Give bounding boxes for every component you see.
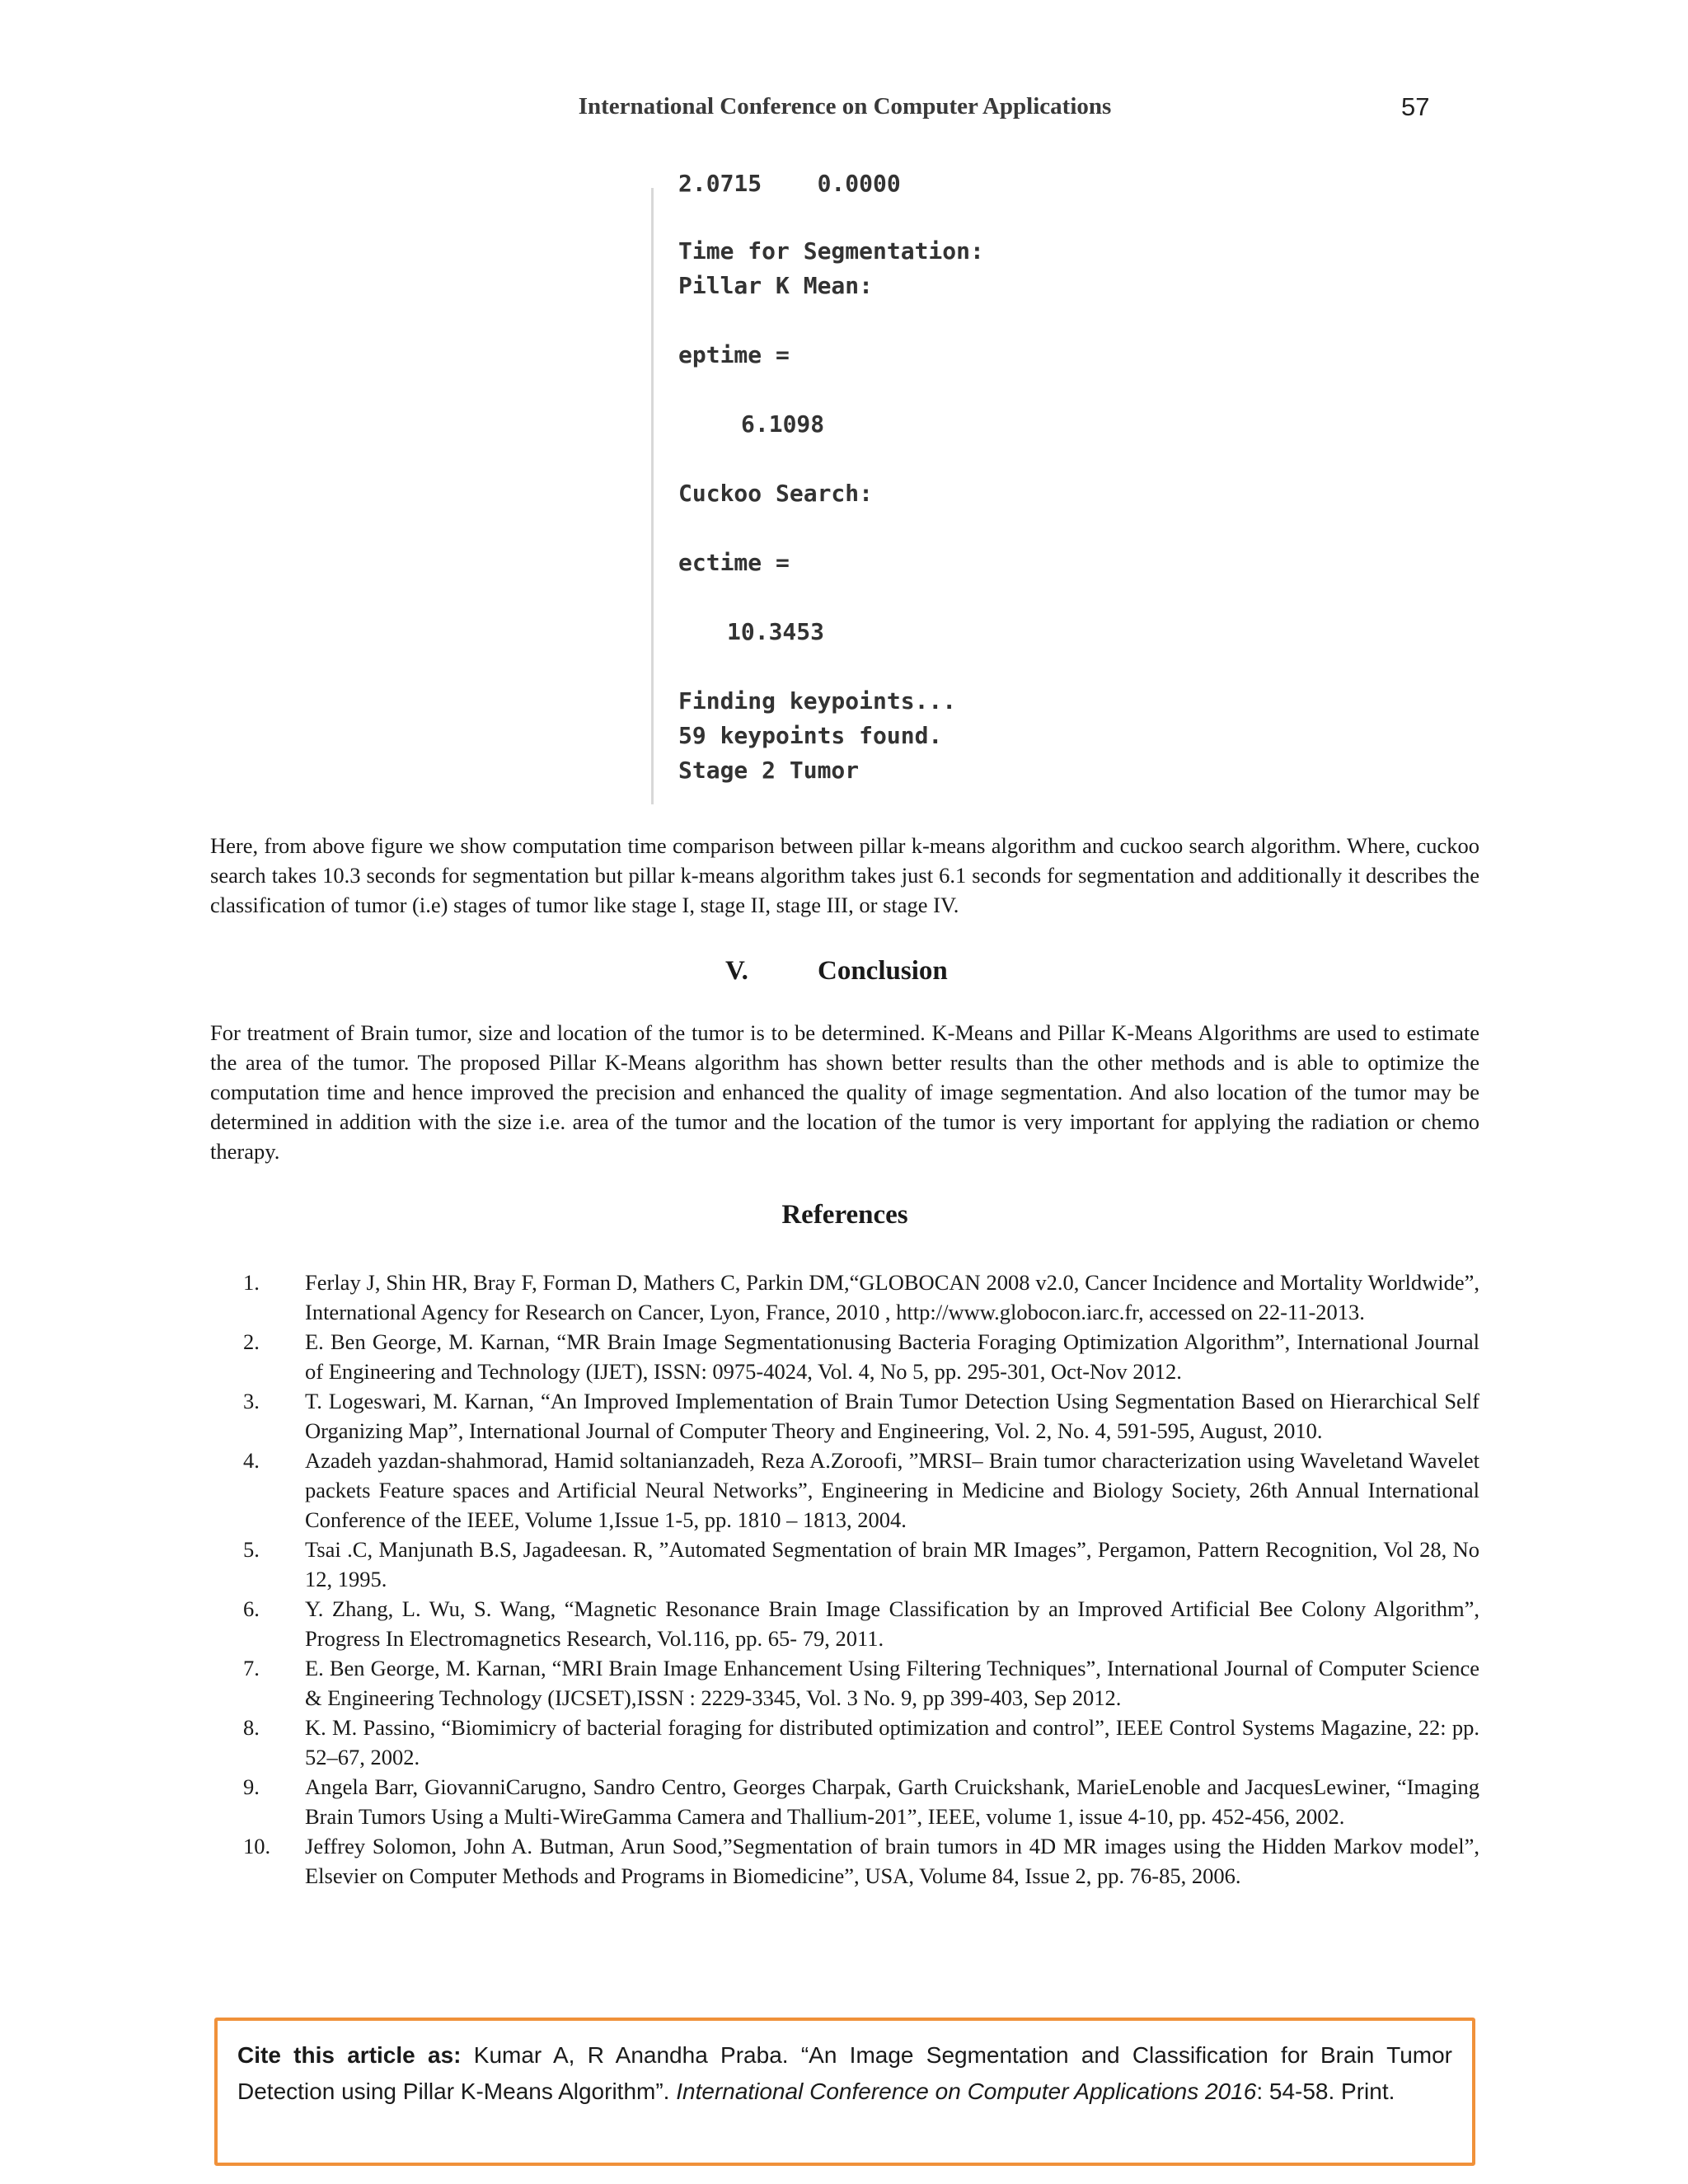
reference-text: E. Ben George, M. Karnan, “MR Brain Image Segmentationusing Bacteria Foraging Optimization Algorithm”, International Journal of Engineering and Technology (IJET), ISSN: 0975-4024, Vol. 4, No 5, pp. 295-301, Oct-Nov 2012. [305,1329,1479,1384]
console-line: Cuckoo Search: [678,480,874,507]
page-number: 57 [1401,92,1430,121]
reference-item [210,1594,1479,1653]
reference-text: Ferlay J, Shin HR, Bray F, Forman D, Mathers C, Parkin DM,“GLOBOCAN 2008 v2.0, Cancer Incidence and Mortality Worldwide”, International Agency for Research on Cancer, Lyon, France, 2010 , http://www.globocon.iarc.fr, accessed on 22-11-2013. [305,1270,1479,1324]
citation-venue: International Conference on Computer Applications 2016 [676,2079,1257,2104]
reference-item [210,1772,1479,1831]
reference-text: Jeffrey Solomon, John A. Butman, Arun Sood,”Segmentation of brain tumors in 4D MR images using the Hidden Markov model”, Elsevier on Computer Methods and Programs in Biomedicine”, USA, Volume 84, Issue 2, pp. 76-85, 2006. [305,1834,1479,1888]
reference-text: E. Ben George, M. Karnan, “MRI Brain Image Enhancement Using Filtering Techniques”, International Journal of Computer Science & Engineering Technology (IJCSET),ISSN : 2229-3345, Vol. 3 No. 9, pp 399-403, Sep 2012. [305,1656,1479,1710]
figure-discussion-paragraph: Here, from above figure we show computation time comparison between pillar k-means algorithm and cuckoo search algorithm. Where, cuckoo search takes 10.3 seconds for segmentation but pillar k-means algorithm takes just 6.1 seconds for segmentation and additionally it describes the classification of tumor (i.e) stages of tumor like stage I, stage II, stage III, or stage IV. [210,833,1479,917]
reference-text: Azadeh yazdan-shahmorad, Hamid soltanianzadeh, Reza A.Zoroofi, ”MRSI– Brain tumor characterization using Waveletand Wavelet packets Feature spaces and Artificial Neural Networks”, Engineering in Medicine and Biology Society, 26th Annual International Conference of the IEEE, Volume 1,Issue 1-5, pp. 1810 – 1813, 2004. [305,1448,1479,1532]
reference-item [210,1831,1479,1891]
reference-number: 2. [243,1329,260,1354]
reference-number: 6. [243,1596,260,1621]
reference-item [210,1713,1479,1772]
reference-number: 3. [243,1389,260,1413]
console-line: eptime = [678,341,790,368]
reference-number: 10. [243,1834,271,1858]
console-value: 10.3453 [727,618,825,645]
reference-text: T. Logeswari, M. Karnan, “An Improved Implementation of Brain Tumor Detection Using Segmentation Based on Hierarchical Self Organizing Map”, International Journal of Computer Theory and Engineering, Vol. 2, No. 4, 591-595, August, 2010. [305,1389,1479,1443]
header-title: International Conference on Computer Applications [578,93,1112,120]
reference-item [210,1386,1479,1446]
reference-number: 1. [243,1270,260,1295]
reference-text: K. M. Passino, “Biomimicry of bacterial foraging for distributed optimization and control”, IEEE Control Systems Magazine, 22: pp. 52–67, 2002. [305,1715,1479,1769]
reference-item [210,1446,1479,1535]
console-line: 59 keypoints found. [678,722,943,749]
reference-text: Y. Zhang, L. Wu, S. Wang, “Magnetic Resonance Brain Image Classification by an Improved Artificial Bee Colony Algorithm”, Progress In Electromagnetics Research, Vol.116, pp. 65- 79, 2011. [305,1596,1479,1651]
section-title: Conclusion [818,956,948,986]
reference-item [210,1535,1479,1594]
reference-item [210,1327,1479,1386]
console-line: ectime = [678,549,790,576]
reference-number: 4. [243,1448,260,1473]
console-line: Pillar K Mean: [678,272,874,299]
section-number: V. [725,956,748,986]
citation-pages: : 54-58. Print. [1256,2079,1395,2104]
citation-authors-title: Kumar A, R Anandha Praba. “An Image Segmentation and Classification for Brain Tumor Detection using Pillar K-Means Algorithm”. [237,2042,1453,2104]
reference-list [210,1268,1479,1891]
reference-text: Tsai .C, Manjunath B.S, Jagadeesan. R, ”Automated Segmentation of brain MR Images”, Pergamon, Pattern Recognition, Vol 28, No 12, 1995. [305,1537,1479,1591]
reference-number: 8. [243,1715,260,1740]
reference-number: 9. [243,1774,260,1799]
reference-number: 5. [243,1537,260,1562]
citation-label: Cite this article as: [237,2042,462,2068]
console-line: Finding keypoints... [678,687,957,715]
console-output-figure [651,170,1016,804]
reference-item [210,1268,1479,1327]
console-cut-line: 2.0715 0.0000 [678,170,901,197]
reference-number: 7. [243,1656,260,1680]
console-line: Stage 2 Tumor [678,757,860,784]
conclusion-paragraph: For treatment of Brain tumor, size and location of the tumor is to be determined. K-Means and Pillar K-Means Algorithms are used to estimate the area of the tumor. The proposed Pillar K-Means algorithm has shown better results than the other methods and is able to optimize the computation time and hence improved the precision and enhanced the quality of image segmentation. And also location of the tumor may be determined in addition with the size i.e. area of the tumor and the location of the tumor is very important for applying the radiation or chemo therapy. [210,1020,1479,1164]
console-line: Time for Segmentation: [678,237,984,265]
reference-text: Angela Barr, GiovanniCarugno, Sandro Centro, Georges Charpak, Garth Cruickshank, MarieLenoble and JacquesLewiner, “Imaging Brain Tumors Using a Multi-WireGamma Camera and Thallium-201”, IEEE, volume 1, issue 4-10, pp. 452-456, 2002. [305,1774,1479,1829]
console-value: 6.1098 [741,410,825,438]
references-heading: References [781,1200,908,1230]
reference-item [210,1653,1479,1713]
citation-box [214,2018,1475,2166]
